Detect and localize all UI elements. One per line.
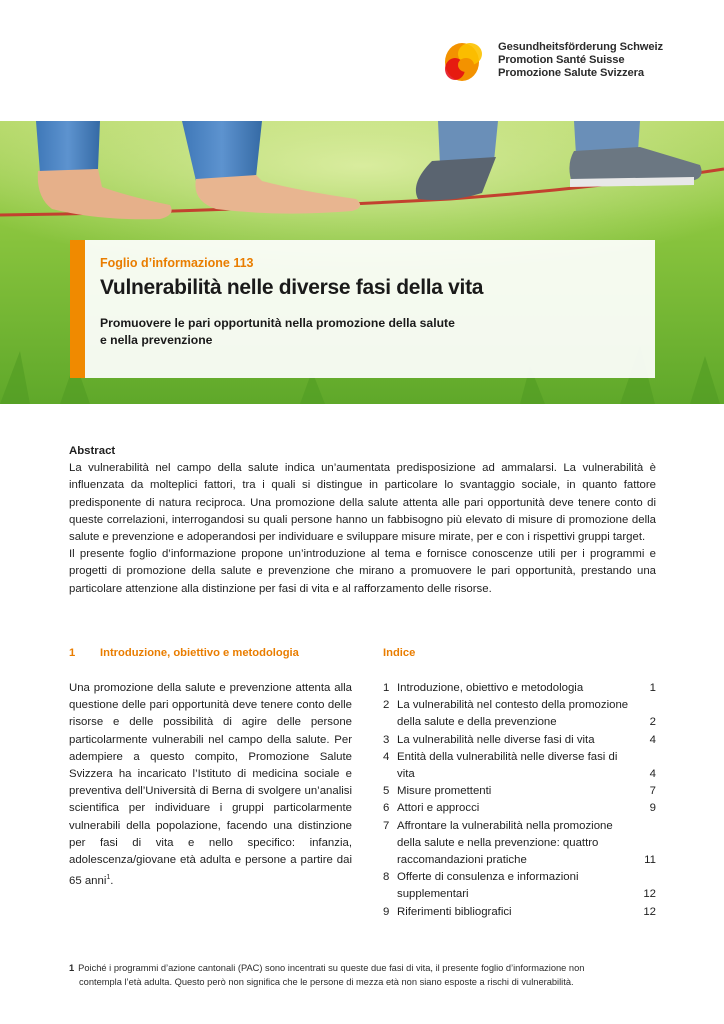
series-kicker: Foglio d’informazione 113 <box>100 256 254 270</box>
footnote <box>69 961 669 989</box>
toc-entry[interactable] <box>383 904 656 921</box>
subtitle-line: e nella prevenzione <box>100 333 213 347</box>
page-subtitle <box>100 315 520 349</box>
toc-entry[interactable] <box>383 749 656 783</box>
toc-number: 4 <box>383 750 390 763</box>
toc-label: Riferimenti bibliografici <box>397 905 512 918</box>
toc-label: Attori e approcci <box>397 802 480 815</box>
footnote-number: 1 <box>69 963 75 973</box>
title-panel <box>70 240 655 378</box>
toc-label: Introduzione, obiettivo e metodologia <box>397 682 584 694</box>
toc-page: 12 <box>643 905 656 918</box>
toc-page: 1 <box>649 682 656 694</box>
toc-page: 7 <box>649 785 656 798</box>
toc-entry[interactable] <box>383 783 656 800</box>
toc-number: 7 <box>383 819 390 832</box>
toc-entry[interactable] <box>383 680 656 697</box>
toc-page: 4 <box>649 733 656 746</box>
logo-mark-icon <box>440 38 492 84</box>
section-body: Una promozione della salute e prevenzione attenta alla questione delle pari opportunità deve tenere conto delle risorse e delle possibilità di agire delle persone particolarmente vulnerabili nel campo della salute. Per adempiere a questo compito, Promozione Salute Svizzera ha incaricato l’Istituto di medicina sociale e preventiva dell’Università di Berna di svolgere un’analisi scientifica per individuare i gruppi particolarmente vulnerabili della popolazione, facendo una distinzione per fasi di vita e nello specifico: infanzia, adolescenza/giovane età adulta e persone a partire dai 65 anni$^1$. <box>69 682 352 888</box>
toc-page: 2 <box>649 716 656 729</box>
toc-number: 6 <box>383 802 390 815</box>
toc-label: Misure promettenti <box>397 785 492 798</box>
toc-label: Affrontare la vulnerabilità nella promozione della salute e nella prevenzione: quattro raccomandazioni pratiche <box>397 819 613 867</box>
section-body-text: Una promozione della salute e prevenzione attenta alla questione delle pari opportunità deve tenere conto delle risorse e delle possibilità di agire delle persone particolarmente vulnerabili nel campo della salute. Per adempiere a questo compito, Promozione Salute Svizzera ha incaricato l’Istituto di medicina sociale e preventiva dell’Università di Berna di svolgere un’analisi scientifica per individuare i gruppi particolarmente vulnerabili della popolazione, facendo una distinzione per fasi di vita e nello specifico: infanzia, adolescenza/giovane età adulta e persone a partire dai 65 anni <box>69 682 352 888</box>
toc-number: 3 <box>383 733 390 746</box>
toc-page: 11 <box>644 854 656 867</box>
toc-page: 12 <box>643 888 656 901</box>
logo-line: Promotion Santé Suisse <box>498 54 625 67</box>
logo-line: Gesundheitsförderung Schweiz <box>498 41 664 53</box>
index-heading: Indice <box>383 647 416 659</box>
abstract-paragraph: Il presente foglio d’informazione propone un’introduzione al tema e fornisce conoscenze utili per i programmi e progetti di promozione della salute e prevenzione che mirano a promuovere le pari opportunità, prestando una particolare attenzione alla distinzione per fasi di vita e al rafforzamento delle risorse. <box>69 548 656 595</box>
toc-page: 4 <box>649 768 656 781</box>
toc-number: 5 <box>383 785 390 798</box>
toc-number: 9 <box>383 905 390 918</box>
toc-entry[interactable] <box>383 697 656 731</box>
subtitle-line: Promuovere le pari opportunità nella promozione della salute <box>100 316 455 330</box>
table-of-contents <box>383 680 656 921</box>
footnote-text: Poiché i programmi d’azione cantonali (PAC) sono incentrati su queste due fasi di vita, il presente foglio d’informazione non <box>78 963 585 973</box>
section-heading: Introduzione, obiettivo e metodologia <box>100 647 299 659</box>
footnote-text: contempla l’età adulta. Questo però non significa che le persone di mezza età non siano esposte a rischi di vulnerabilità. <box>79 977 574 987</box>
footnote-reference: 1 <box>106 874 111 882</box>
toc-entry[interactable] <box>383 800 656 817</box>
toc-label: La vulnerabilità nelle diverse fasi di vita <box>397 733 595 746</box>
abstract-section <box>69 443 656 598</box>
abstract-heading: Abstract <box>69 445 116 457</box>
toc-number: 8 <box>383 871 390 884</box>
logo-line: Promozione Salute Svizzera <box>498 67 644 80</box>
accent-bar <box>70 240 85 378</box>
toc-label: Entità della vulnerabilità nelle diverse fasi di vita <box>397 750 618 781</box>
toc-page: 9 <box>649 802 656 815</box>
toc-label: Offerte di consulenza e informazioni supplementari <box>397 871 579 901</box>
page-title: Vulnerabilità nelle diverse fasi della vita <box>100 276 484 299</box>
toc-label: La vulnerabilità nel contesto della promozione della salute e della prevenzione <box>397 699 629 729</box>
toc-number: 2 <box>383 699 390 712</box>
abstract-paragraph: La vulnerabilità nel campo della salute indica un’aumentata predisposizione ad ammalarsi. La vulnerabilità è influenzata da molteplici fattori, tra i quali si distingue in particolare lo svantaggio sociale, in quanto fattore predisponente di natura reciproca. Una promozione della salute attenta alle pari opportunità deve tenere conto di queste correlazioni, interrogandosi su quali persone hanno un fabbisogno più elevato di misure di promozione della salute e prevenzione e adoperandosi per individuare e sviluppare misure mirate, per e con i rispettivi gruppi target. <box>69 462 656 544</box>
section-number: 1 <box>69 647 76 659</box>
toc-entry[interactable] <box>383 818 656 870</box>
organization-logo <box>440 38 710 84</box>
toc-entry[interactable] <box>383 732 656 749</box>
toc-number: 1 <box>383 682 390 694</box>
toc-entry[interactable] <box>383 869 656 903</box>
